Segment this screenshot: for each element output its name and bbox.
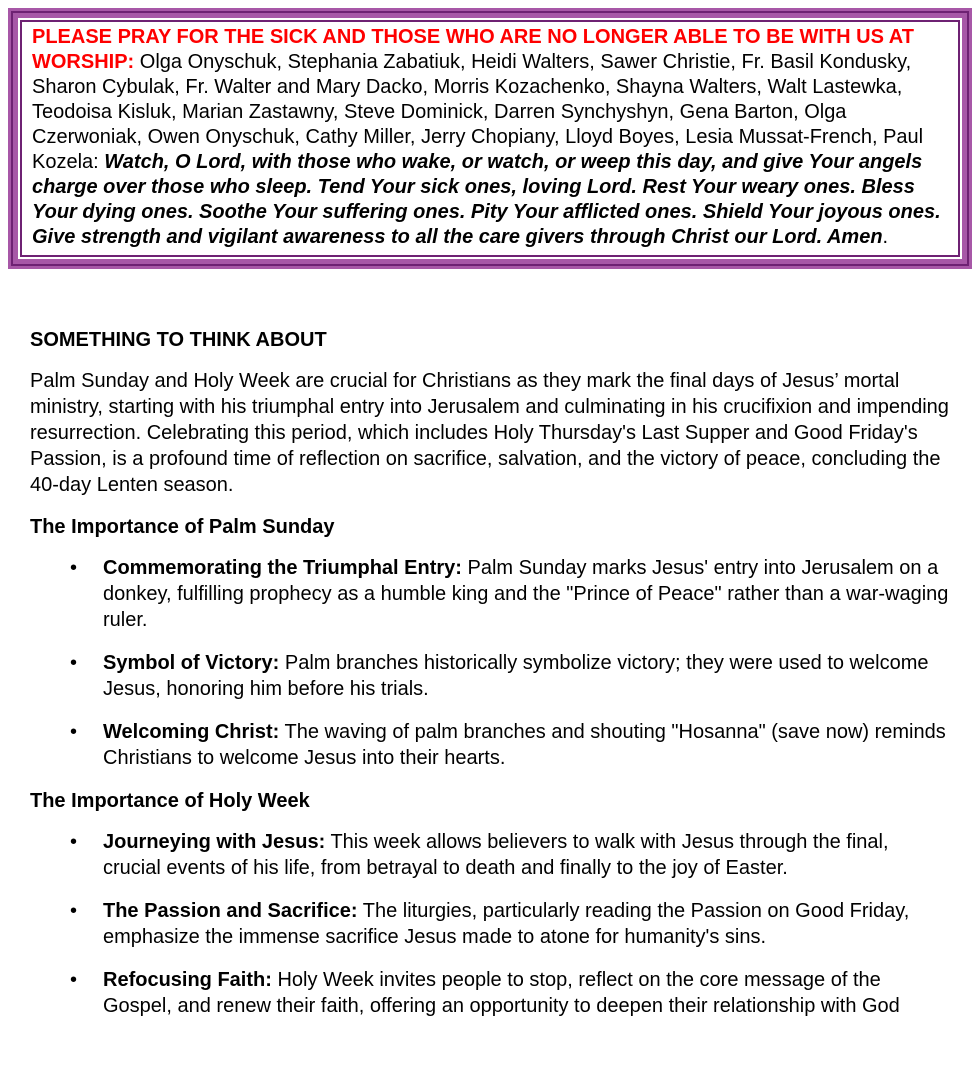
- bullet-label: Symbol of Victory:: [103, 652, 280, 674]
- bullet-label: Refocusing Faith:: [103, 969, 272, 991]
- bullet-text: Holy Week invites people to stop, reflect on the core message of the Gospel, and renew their faith, offering an opportunity to deepen their relationship with God: [103, 969, 900, 1017]
- bullet-label: Commemorating the Triumphal Entry:: [103, 557, 462, 579]
- bullet-label: Welcoming Christ:: [103, 721, 280, 743]
- holy-week-bullet-list: [30, 829, 950, 1019]
- prayer-text: Watch, O Lord, with those who wake, or watch, or weep this day, and give Your angels charge over those who sleep. Tend Your sick ones, loving Lord. Rest Your weary ones. Bless Your dying ones. Soothe Your suffering ones. Pity Your afflicted ones. Shield Your joyous ones. Give strength and vigilant awareness to all the care givers through Christ our Lord. Amen: [32, 151, 941, 248]
- bullet-text: Palm branches historically symbolize victory; they were used to welcome Jesus, honoring him before his trials.: [103, 652, 929, 700]
- bullet-item: [30, 555, 950, 633]
- bullet-item: [30, 967, 950, 1019]
- palm-sunday-bullet-list: [30, 555, 950, 771]
- think-section: [0, 327, 980, 1019]
- bullet-item: [30, 829, 950, 881]
- bullet-item: [30, 719, 950, 771]
- bullet-text: This week allows believers to walk with Jesus through the final, crucial events of his life, from betrayal to death and finally to the joy of Easter.: [103, 831, 889, 879]
- bullet-label: Journeying with Jesus:: [103, 831, 326, 853]
- bullet-item: [30, 898, 950, 950]
- bullet-text: The liturgies, particularly reading the Passion on Good Friday, emphasize the immense sacrifice Jesus made to atone for humanity's sins.: [103, 900, 910, 948]
- prayer-heading: PLEASE PRAY FOR THE SICK AND THOSE WHO ARE NO LONGER ABLE TO BE WITH US AT WORSHIP:: [32, 26, 914, 73]
- palm-sunday-heading: The Importance of Palm Sunday: [30, 516, 335, 538]
- prayer-paragraph: [32, 25, 948, 250]
- prayer-box: [20, 20, 960, 257]
- prayer-period: .: [882, 226, 889, 248]
- prayer-names-list: Olga Onyschuk, Stephania Zabatiuk, Heidi Walters, Sawer Christie, Fr. Basil Kondusky, Sharon Cybulak, Fr. Walter and Mary Dacko, Morris Kozachenko, Shayna Walters, Walt Lastewka, Teodoisa Kisluk, Marian Zastawny, Steve Dominick, Darren Synchyshyn, Gena Barton, Olga Czerwoniak, Owen Onyschuk, Cathy Miller, Jerry Chopiany, Lloyd Boyes, Lesia Mussat-French, Paul Kozela:: [32, 51, 924, 173]
- bullet-label: The Passion and Sacrifice:: [103, 900, 358, 922]
- bullet-text: Palm Sunday marks Jesus' entry into Jerusalem on a donkey, fulfilling prophecy as a humble king and the "Prince of Peace" rather than a war-waging ruler.: [103, 557, 949, 631]
- bullet-text: The waving of palm branches and shouting "Hosanna" (save now) reminds Christians to welcome Jesus into their hearts.: [103, 721, 946, 769]
- bullet-item: [30, 650, 950, 702]
- section-heading: SOMETHING TO THINK ABOUT: [30, 329, 327, 351]
- intro-paragraph: Palm Sunday and Holy Week are crucial for Christians as they mark the final days of Jesus’ mortal ministry, starting with his triumphal entry into Jerusalem and culminating in his crucifixion and impending resurrection. Celebrating this period, which includes Holy Thursday's Last Supper and Good Friday's Passion, is a profound time of reflection on sacrifice, salvation, and the victory of peace, concluding the 40-day Lenten season.: [30, 370, 949, 496]
- holy-week-heading: The Importance of Holy Week: [30, 790, 310, 812]
